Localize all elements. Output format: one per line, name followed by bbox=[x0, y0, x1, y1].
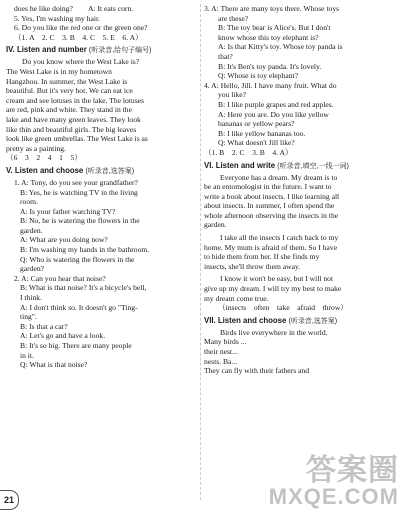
section-instruction: (听录音,填空,一线一词) bbox=[277, 162, 349, 170]
passage-dream bbox=[204, 173, 400, 304]
dialogue-line: B: I'm washing my hands in the bathroom. bbox=[20, 245, 150, 255]
dialogue-line: B: What is that noise? It's a bicycle's bell, bbox=[20, 283, 147, 293]
passage-line: my dream come true. bbox=[204, 293, 269, 303]
passage-line: Many birds ... bbox=[204, 337, 247, 347]
dialogue-line: B: No, he is watering the flowers in the bbox=[20, 216, 140, 226]
dialogue-line: bananas or yellow pears? bbox=[218, 119, 295, 129]
passage-line: nests. Ba... bbox=[204, 356, 238, 366]
passage-line: beautiful. But it's very hot. We can eat ice bbox=[6, 86, 133, 96]
section-heading-v bbox=[6, 166, 194, 177]
passage-line: cream and see lotuses in the lake. The lotuses bbox=[6, 95, 144, 105]
section-instruction: (听录音,选答案) bbox=[288, 317, 338, 325]
passage-line: pretty as a painting. bbox=[6, 143, 66, 153]
passage-line: their nest... bbox=[204, 347, 238, 356]
section-title: VI. Listen and write bbox=[204, 160, 276, 170]
answer-key: （6 3 2 4 1 5） bbox=[6, 153, 82, 163]
answer-key: （insects often take afraid throw） bbox=[218, 303, 348, 313]
passage-line: to hide them from her. If she finds my bbox=[204, 252, 320, 262]
dialogue-line: A: Is that Kitty's toy. Whose toy panda is bbox=[218, 42, 343, 52]
passage-line: about insects. In summer, I often spend the bbox=[204, 201, 335, 211]
dialogue-line: Q: Whose is toy elephant? bbox=[218, 71, 298, 81]
passage-line: They can fly with their fathers and bbox=[204, 366, 310, 376]
passage-line: Hangzhou. In summer, the West Lake is bbox=[6, 76, 128, 86]
passage-line: insects, she'll throw them away. bbox=[204, 261, 301, 271]
passage-line: give up my dream. I will try my best to make bbox=[204, 284, 342, 294]
dialogue-line: Q: Who is watering the flowers in the bbox=[20, 254, 135, 264]
passage-line: whole afternoon observing the insects in the bbox=[204, 210, 339, 220]
section-heading-iv bbox=[6, 45, 194, 56]
dialogue-line: 4. A: Hello, Jill. I have many fruit. What do bbox=[204, 80, 337, 90]
section-title: V. Listen and choose bbox=[6, 165, 84, 175]
dialogue-line: Q: What doesn't Jill like? bbox=[218, 138, 295, 148]
dialogue-line: A: I don't think so. It doesn't go "Ting- bbox=[20, 302, 138, 312]
dialogue-line: in it. bbox=[20, 350, 34, 360]
site-watermark bbox=[269, 456, 399, 508]
watermark-logo-text: 答案圈 bbox=[306, 454, 399, 487]
passage-line: are red, pink and white. They stand in the bbox=[6, 105, 132, 115]
dialogue-line: are these? bbox=[218, 13, 249, 23]
section-instruction: (听录音,选答案) bbox=[85, 167, 135, 175]
passage-west-lake bbox=[6, 57, 194, 153]
passage-birds bbox=[204, 328, 400, 376]
section-heading-vi bbox=[204, 161, 400, 172]
passage-line: like thin and beautiful girls. The big leaves bbox=[6, 124, 137, 134]
section-instruction: (听录音,给句子编号) bbox=[88, 47, 152, 55]
dialogue-line: 2. A: Can you hear that noise? bbox=[14, 273, 106, 283]
dialogue-line: A: Is your father watching TV? bbox=[20, 206, 116, 216]
dialogue-line: A: Here you are. Do you like yellow bbox=[218, 109, 329, 119]
passage-line: be an entomologist in the future. I want to bbox=[204, 182, 332, 192]
right-column bbox=[204, 4, 400, 376]
dialogue-line: B: It's so big. There are many people bbox=[20, 341, 132, 350]
dialogue-line: B: The toy bear is Alice's. But I don't bbox=[218, 23, 331, 33]
left-column bbox=[6, 4, 194, 370]
dialogue-line: B: I like purple grapes and red apples. bbox=[218, 99, 334, 109]
dialogue-line: B: Yes, he is watching TV in the living bbox=[20, 187, 138, 197]
answer-key: （1. B 2. C 3. B 4. A） bbox=[204, 147, 293, 157]
passage-line: look like green umbrellas. The West Lake is as bbox=[6, 134, 148, 144]
column-divider bbox=[200, 4, 201, 500]
passage-line: write a book about insects. I like learning all bbox=[204, 191, 340, 201]
dialogue-line: 1. A: Tony, do you see your grandfather? bbox=[14, 177, 138, 187]
passage-line: home. My mum is afraid of them. So I have bbox=[204, 242, 338, 252]
passage-line: Birds live everywhere in the world. bbox=[220, 327, 328, 337]
dialogue-line: Q: What is that noise? bbox=[20, 360, 88, 370]
passage-line: lake and have many green leaves. They look bbox=[6, 114, 141, 124]
dialogue-line: B: Is that a car? bbox=[20, 321, 68, 331]
passage-line: I know it won't be easy, but I will not bbox=[220, 274, 334, 284]
passage-line: garden. bbox=[204, 220, 227, 230]
dialogue-line: B: I like yellow bananas too. bbox=[218, 128, 306, 138]
dialogue-line: that? bbox=[218, 51, 233, 61]
dialogue-line: know whose this toy elephant is? bbox=[218, 32, 319, 42]
dialogue-line: you like? bbox=[218, 90, 247, 100]
dialogue-line: I think. bbox=[20, 293, 42, 303]
section-heading-vii bbox=[204, 316, 400, 327]
dialogue-line: garden. bbox=[20, 225, 43, 235]
text-line: 6. Do you like the red one or the green one? bbox=[14, 23, 148, 33]
watermark-url: MXQE.COM bbox=[268, 484, 399, 509]
dialogue-line: room. bbox=[20, 197, 38, 207]
section-title: IV. Listen and number bbox=[6, 45, 87, 55]
dialogue-line: A: Let's go and have a look. bbox=[20, 331, 106, 341]
dialogue-line: A: What are you doing now? bbox=[20, 235, 108, 245]
passage-line: I take all the insects I catch back to my bbox=[220, 233, 339, 243]
dialogue-line: B: It's Ben's toy panda. It's lovely. bbox=[218, 61, 322, 71]
text-line: does he like doing? A: It eats corn. bbox=[14, 4, 134, 13]
page-number: 21 bbox=[0, 490, 19, 510]
dialogue-list bbox=[6, 178, 194, 370]
answer-key: （1. A 2. C 3. B 4. C 5. E 6. A） bbox=[14, 32, 143, 42]
dialogue-list bbox=[204, 4, 400, 158]
passage-line: The West Lake is in my hometown bbox=[6, 66, 112, 76]
section-title: VII. Listen and choose bbox=[204, 315, 287, 325]
dialogue-line: 3. A: There are many toys there. Whose toys bbox=[204, 4, 340, 13]
dialogue-line: ting". bbox=[20, 312, 37, 322]
dialogue-line: garden? bbox=[20, 264, 45, 274]
passage-line: Do you know where the West Lake is? bbox=[22, 57, 140, 67]
text-line: 5. Yes, I'm washing my hair. bbox=[14, 13, 100, 23]
passage-line: Everyone has a dream. My dream is to bbox=[220, 172, 338, 182]
